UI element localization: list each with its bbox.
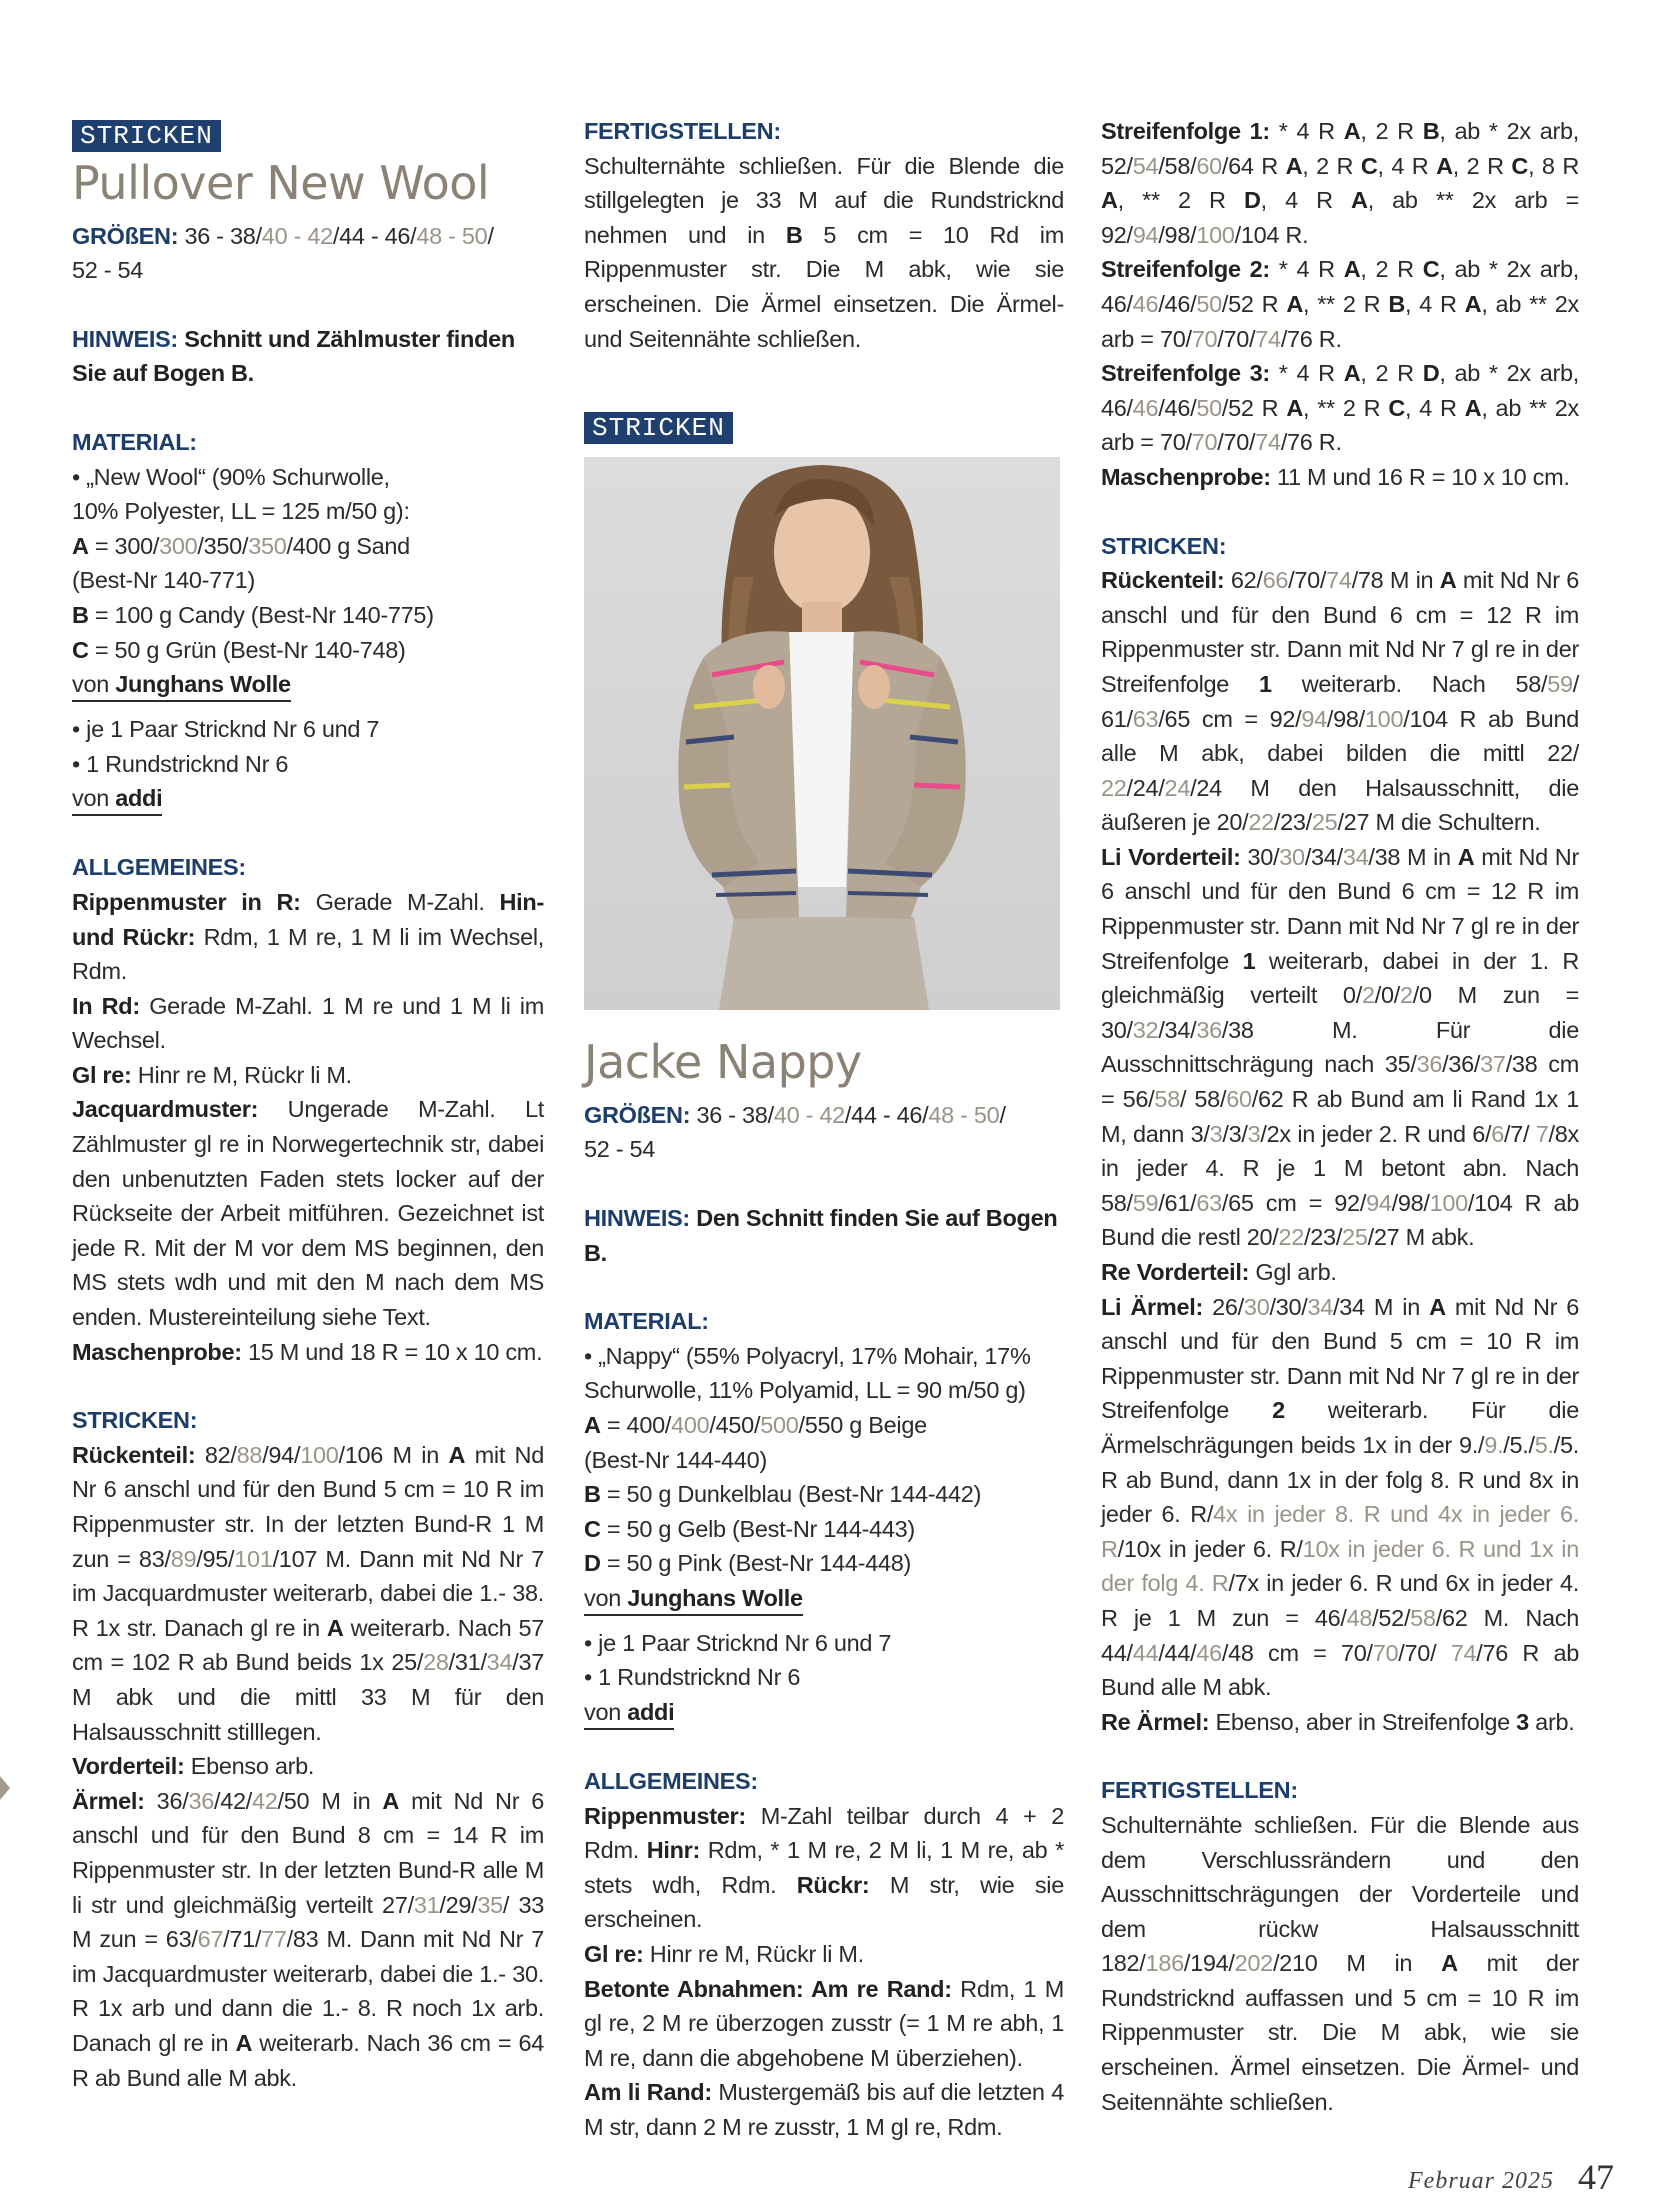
note-text: Schnitt und Zählmuster finden Sie auf Bogen B. <box>72 325 515 387</box>
needle-supplier: von addi <box>72 781 544 816</box>
size-value: 48 - 50 <box>416 222 488 249</box>
finish-text: Schulternähte schließen. Für die Blende aus dem Verschlussrändern und den Ausschnittschrägungen der Vorderteile und dem rückw Halsausschnitt 182/186/194/202/210 M in A mit der Rundstricknd auffassen und 5 cm = 10 R im Rippenmuster str. Die M abk, wie sie erscheinen. Ärmel einsetzen. Die Ärmel- und Seitennähte schließen. <box>1101 1811 1579 2115</box>
cardigan-photo-illustration <box>584 457 1060 1010</box>
general-text: In Rd: Gerade M-Zahl. 1 M re und 1 M li im Wechsel. <box>72 992 545 1054</box>
size-value: 52 - 54 <box>72 257 144 284</box>
issue-date: Februar 2025 <box>1408 2168 1554 2194</box>
column-3 <box>1101 114 1579 2119</box>
yarn-a: A = 400/400/450/500/550 g Beige <box>584 1411 927 1438</box>
left-sleeve-instructions: Li Ärmel: 26/30/30/34/34 M in A mit Nd Nr 6 anschl und für den Bund 5 cm = 10 R im Rippenmuster str. Dann mit Nd Nr 7 gl re in der Streifenfolge 2 weiterarb. Für die Ärmelschrägungen beids 1x in der 9./9./5./5./5. R ab Bund, dann 1x in der folg 8. R und 8x in jeder 6. R/4x in jeder 8. R und 4x in jeder 6. R/10x in jeder 6. R/10x in jeder 6. R und 1x in der folg 4. R/7x in jeder 6. R und 6x in jeder 4. R je 1 M zun = 46/48/52/58/62 M. Nach 44/44/44/46/48 cm = 70/70/70/ 74/76 R ab Bund alle M abk. <box>1101 1293 1580 1701</box>
needle-item: • 1 Rundstricknd Nr 6 <box>72 750 289 777</box>
column-2 <box>584 114 1064 2145</box>
yarn-a: A = 300/300/350/350/400 g Sand <box>72 532 410 559</box>
stripe-sequence-2: Streifenfolge 2: * 4 R A, 2 R C, ab * 2x arb, 46/46/46/50/52 R A, ** 2 R B, 4 R A, ab ** 2x arb = 70/70/70/74/76 R. <box>1101 256 1579 352</box>
general-text: Gl re: Hinr re M, Rückr li M. <box>584 1941 864 1968</box>
size-value: 44 - 46 <box>339 222 411 249</box>
general-text: Betonte Abnahmen: Am re Rand: Rdm, 1 M gl re, 2 M re überzogen zusstr (= 1 M re abh, 1 M re, dann die abgehobene M überziehen). <box>584 1975 1064 2071</box>
sleeve-instructions: Ärmel: 36/36/42/42/50 M in A mit Nd Nr 6 anschl und für den Bund 8 cm = 14 R im Rippenmuster str. In der letzten Bund-R alle M li str und gleichmäßig verteilt 27/31/29/35/ 33 M zun = 63/67/71/77/83 M. Dann mit Nd Nr 7 im Jacquardmuster weiterarb, dabei die 1.- 30. R 1x arb und dann die 1.- 8. R noch 1x arb. Danach gl re in A weiterarb. Nach 36 cm = 64 R ab Bund alle M abk. <box>72 1787 545 2091</box>
stripe-sequence-3: Streifenfolge 3: * 4 R A, 2 R D, ab * 2x arb, 46/46/46/50/52 R A, ** 2 R C, 4 R A, ab ** 2x arb = 70/70/70/74/76 R. <box>1101 360 1579 456</box>
column-1 <box>72 118 544 2095</box>
general-text: Jacquardmuster: Ungerade M-Zahl. Lt Zählmuster gl re in Norwegertechnik str, dabei den unbenutzten Faden stets locker auf der Rückseite der Arbeit mitführen. Gezeichnet ist jede R. Mit der M vor dem MS beginnen, den MS stets wdh und mit den M nach dem MS enden. Mustereinteilung siehe Text. <box>72 1096 544 1331</box>
yarn-b: B = 100 g Candy (Best-Nr 140-775) <box>72 601 434 628</box>
knit-heading: STRICKEN: <box>72 1407 198 1434</box>
page-edge-marker <box>0 1776 10 1800</box>
needle-supplier: von addi <box>584 1695 1064 1730</box>
pattern-title: Pullover New Wool <box>72 155 490 210</box>
yarn-a-article: (Best-Nr 144-440) <box>584 1446 767 1473</box>
back-instructions: Rückenteil: 62/66/70/74/78 M in A mit Nd Nr 6 anschl und für den Bund 6 cm = 12 R im Rippenmuster str. Dann mit Nd Nr 7 gl re in der Streifenfolge 1 weiterarb. Nach 58/59/ 61/63/65 cm = 92/94/98/100/104 R ab Bund alle M abk, dabei bilden die mittl 22/ 22/24/24/24 M den Halsausschnitt, die äußeren je 20/22/23/25/27 M die Schultern. <box>1101 567 1580 836</box>
yarn-supplier: von Junghans Wolle <box>72 667 544 702</box>
stripe-sequence-1: Streifenfolge 1: * 4 R A, 2 R B, ab * 2x arb, 52/54/58/60/64 R A, 2 R C, 4 R A, 2 R C, 8 R A, ** 2 R D, 4 R A, ab ** 2x arb = 92/94/98/100/104 R. <box>1101 118 1580 248</box>
model-photo <box>584 457 1060 1010</box>
size-value: 40 - 42 <box>261 222 333 249</box>
yarn-supplier: von Junghans Wolle <box>584 1581 1064 1616</box>
sizes-line: GRÖßEN: 36 - 38/40 - 42/44 - 46/48 - 50/ 52 - 54 <box>584 1101 1006 1163</box>
general-heading: ALLGEMEINES: <box>584 1768 758 1795</box>
material-line: 10% Polyester, LL = 125 m/50 g): <box>72 498 410 525</box>
pattern-title: Jacke Nappy <box>584 1034 862 1089</box>
right-sleeve-instructions: Re Ärmel: Ebenso, aber in Streifenfolge 3 arb. <box>1101 1708 1575 1735</box>
general-text: Am li Rand: Mustergemäß bis auf die letzten 4 M str, dann 2 M re zusstr, 1 M gl re, Rdm. <box>584 2079 1065 2140</box>
general-text: Rippenmuster: M-Zahl teilbar durch 4 + 2 Rdm. Hinr: Rdm, * 1 M re, 2 M li, 1 M re, ab * stets wdh, Rdm. Rückr: M str, wie sie erscheinen. <box>584 1802 1064 1933</box>
note: HINWEIS: Den Schnitt finden Sie auf Bogen B. <box>584 1204 1058 1266</box>
page-number: 47 <box>1578 2157 1614 2197</box>
note <box>72 322 544 391</box>
needle-item: • je 1 Paar Stricknd Nr 6 und 7 <box>72 716 380 743</box>
general-text: Rippenmuster in R: Gerade M-Zahl. Hin- und Rückr: Rdm, 1 M re, 1 M li im Wechsel, Rdm. <box>72 888 544 985</box>
yarn-a-article: (Best-Nr 140-771) <box>72 567 255 594</box>
finish-text: Schulternähte schließen. Für die Blende die stillgelegten je 33 M auf die Rundstricknd nehmen und in B 5 cm = 10 Rd im Rippenmuster str. Die M abk, wie sie erscheinen. Die Ärmel einsetzen. Die Ärmel- und Seitennähte schließen. <box>584 152 1064 352</box>
material-heading: MATERIAL: <box>584 1308 709 1335</box>
needle-item: • je 1 Paar Stricknd Nr 6 und 7 <box>584 1629 892 1656</box>
left-front-instructions: Li Vorderteil: 30/30/34/34/38 M in A mit Nd Nr 6 anschl und für den Bund 6 cm = 12 R im Rippenmuster str. Dann mit Nd Nr 7 gl re in der Streifenfolge 1 weiterarb, dabei in der 1. R gleichmäßig verteilt 0/2/0/2/0 M zun = 30/32/34/36/38 M. Für die Ausschnittschrägung nach 35/36/36/37/38 cm = 56/58/ 58/60/62 R ab Bund am li Rand 1x 1 M, dann 3/3/3/3/2x in jeder 2. R und 6/6/7/ 7/8x in jeder 4. R je 1 M betont abn. Nach 58/59/61/63/65 cm = 92/94/98/100/104 R ab Bund die restl 20/22/23/25/27 M abk. <box>1101 843 1580 1251</box>
yarn-c: C = 50 g Grün (Best-Nr 140-748) <box>72 636 406 663</box>
front-instructions: Vorderteil: Ebenso arb. <box>72 1753 315 1780</box>
sizes-label: GRÖßEN: <box>72 222 179 249</box>
section-tag: STRICKEN <box>72 120 221 152</box>
general-text: Gl re: Hinr re M, Rückr li M. <box>72 1061 352 1088</box>
finish-heading: FERTIGSTELLEN: <box>1101 1777 1298 1804</box>
back-instructions: Rückenteil: 82/88/94/100/106 M in A mit Nd Nr 6 anschl und für den Bund 5 cm = 10 R im Rippenmuster str. In der letzten Bund-R 1 M zun = 83/89/95/101/107 M. Dann mit Nd Nr 7 im Jacquardmuster weiterarb, dabei die 1.- 38. R 1x str. Danach gl re in A weiterarb. Nach 57 cm = 102 R ab Bund beids 1x 25/28/31/34/37 M abk und die mittl 33 M für den Halsausschnitt stilllegen. <box>72 1441 545 1745</box>
material-line: • „New Wool“ (90% Schurwolle, <box>72 463 390 490</box>
gauge-text: Maschenprobe: 15 M und 18 R = 10 x 10 cm. <box>72 1338 543 1365</box>
yarn-c: C = 50 g Gelb (Best-Nr 144-443) <box>584 1515 915 1542</box>
material-line: • „Nappy“ (55% Polyacryl, 17% Mohair, 17% Schurwolle, 11% Polyamid, LL = 90 m/50 g) <box>584 1342 1031 1404</box>
yarn-b: B = 50 g Dunkelblau (Best-Nr 144-442) <box>584 1481 982 1508</box>
sizes-label: GRÖßEN: <box>584 1101 691 1128</box>
size-value: 36 - 38 <box>184 222 256 249</box>
right-front-instructions: Re Vorderteil: Ggl arb. <box>1101 1259 1337 1285</box>
material-heading: MATERIAL: <box>72 428 197 455</box>
general-heading: ALLGEMEINES: <box>72 854 246 881</box>
finish-heading: FERTIGSTELLEN: <box>584 118 781 144</box>
note-label: HINWEIS: <box>72 325 178 352</box>
sizes-line: GRÖßEN: 36 - 38/40 - 42/44 - 46/48 - 50/ 52 - 54 <box>72 222 494 284</box>
gauge-text: Maschenprobe: 11 M und 16 R = 10 x 10 cm. <box>1101 463 1570 490</box>
yarn-d: D = 50 g Pink (Best-Nr 144-448) <box>584 1550 912 1577</box>
section-tag: STRICKEN <box>584 412 733 444</box>
needle-item: • 1 Rundstricknd Nr 6 <box>584 1664 801 1691</box>
knit-heading: STRICKEN: <box>1101 532 1227 559</box>
